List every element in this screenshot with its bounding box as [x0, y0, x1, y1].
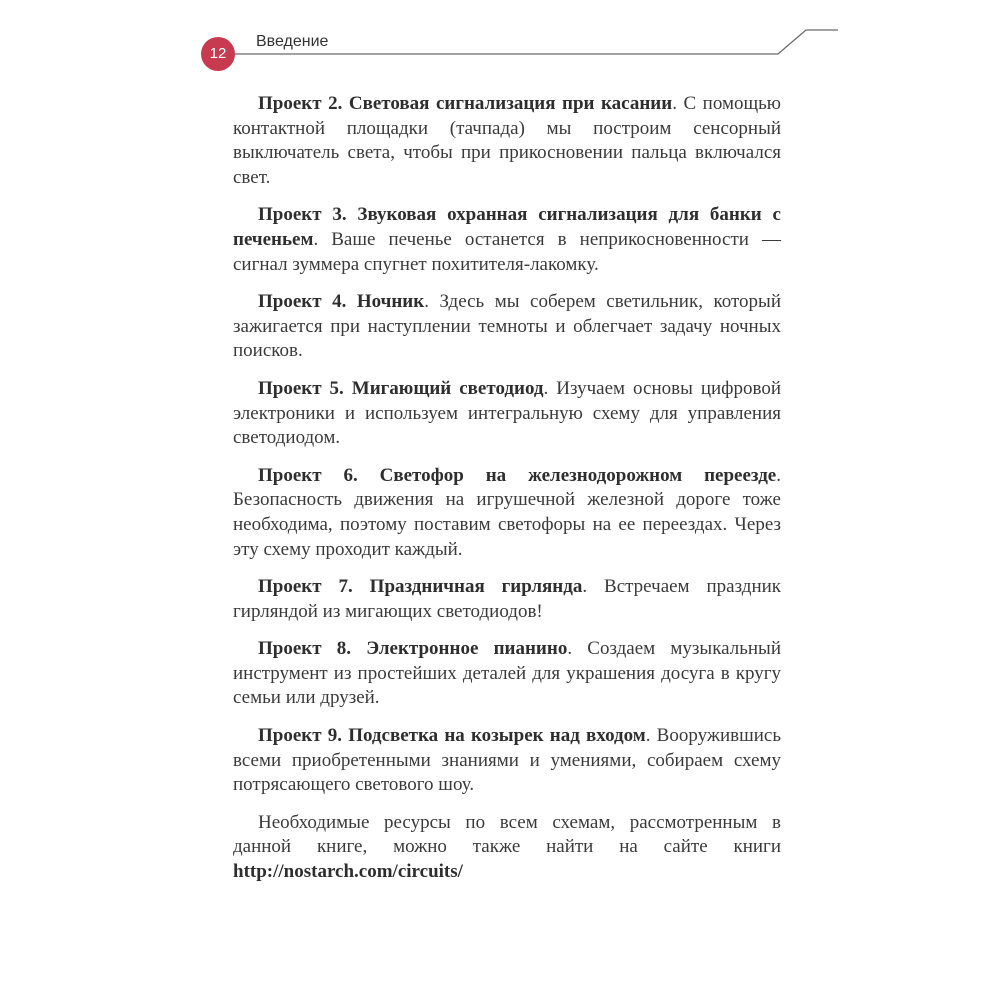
project-title: Проект 4. Ночник	[258, 291, 425, 313]
resources-paragraph	[233, 811, 781, 885]
project-title: Проект 6. Светофор на железнодорожном переезде	[258, 464, 777, 486]
project-title: Проект 5. Мигающий светодиод	[258, 377, 544, 399]
project-description: . Встречаем праздник гирляндой из мигающих светодиодов!	[233, 576, 782, 622]
project-description: . Изучаем основы цифровой электроники и используем интегральную схему для управления светодиодом.	[233, 377, 781, 449]
project-paragraph	[233, 290, 781, 364]
project-paragraph	[233, 377, 781, 451]
project-description: . С помощью контактной площадки (тачпада) мы построим сенсорный выключатель света, чтобы при прикосновении пальца включался свет.	[233, 93, 781, 188]
page-body	[233, 92, 781, 898]
resources-link[interactable]: http://nostarch.com/circuits/	[233, 861, 463, 883]
project-title: Проект 9. Подсветка на козырек над входом	[258, 725, 646, 747]
page-header	[0, 0, 1000, 80]
project-description: . Безопасность движения на игрушечной железной дороге тоже необходима, поэтому поставим светофоры на ее переездах. Через эту схему проходит каждый.	[233, 464, 781, 560]
project-title: Проект 7. Праздничная гирлянда	[258, 576, 583, 598]
project-title: Проект 8. Электронное пианино	[258, 638, 568, 660]
resources-text: Необходимые ресурсы по всем схемам, рассмотренным в данной книге, можно также найти на сайте книги	[233, 811, 781, 858]
header-rule	[0, 0, 1000, 80]
project-paragraph	[233, 203, 781, 277]
project-paragraph	[233, 637, 781, 711]
project-title: Проект 3. Звуковая охранная сигнализация для банки с печеньем	[233, 204, 781, 250]
project-paragraph	[233, 575, 781, 624]
project-paragraph	[233, 464, 781, 562]
project-description: . Ваше печенье останется в неприкосновенности — сигнал зуммера спугнет похитителя-лакомку.	[233, 228, 781, 275]
project-paragraph	[233, 724, 781, 798]
project-title: Проект 2. Световая сигнализация при касании	[258, 93, 673, 114]
project-description: . Здесь мы соберем светильник, который зажигается при наступлении темноты и облегчает задачу ночных поисков.	[233, 291, 781, 362]
page-number: 12	[201, 37, 235, 71]
project-paragraph	[233, 92, 781, 190]
section-title: Введение	[256, 33, 329, 50]
project-description: . Создаем музыкальный инструмент из простейших деталей для украшения досуга в кругу семьи или друзей.	[233, 638, 781, 709]
project-description: . Вооружившись всеми приобретенными знаниями и умениями, собираем схему потрясающего светового шоу.	[233, 725, 781, 796]
